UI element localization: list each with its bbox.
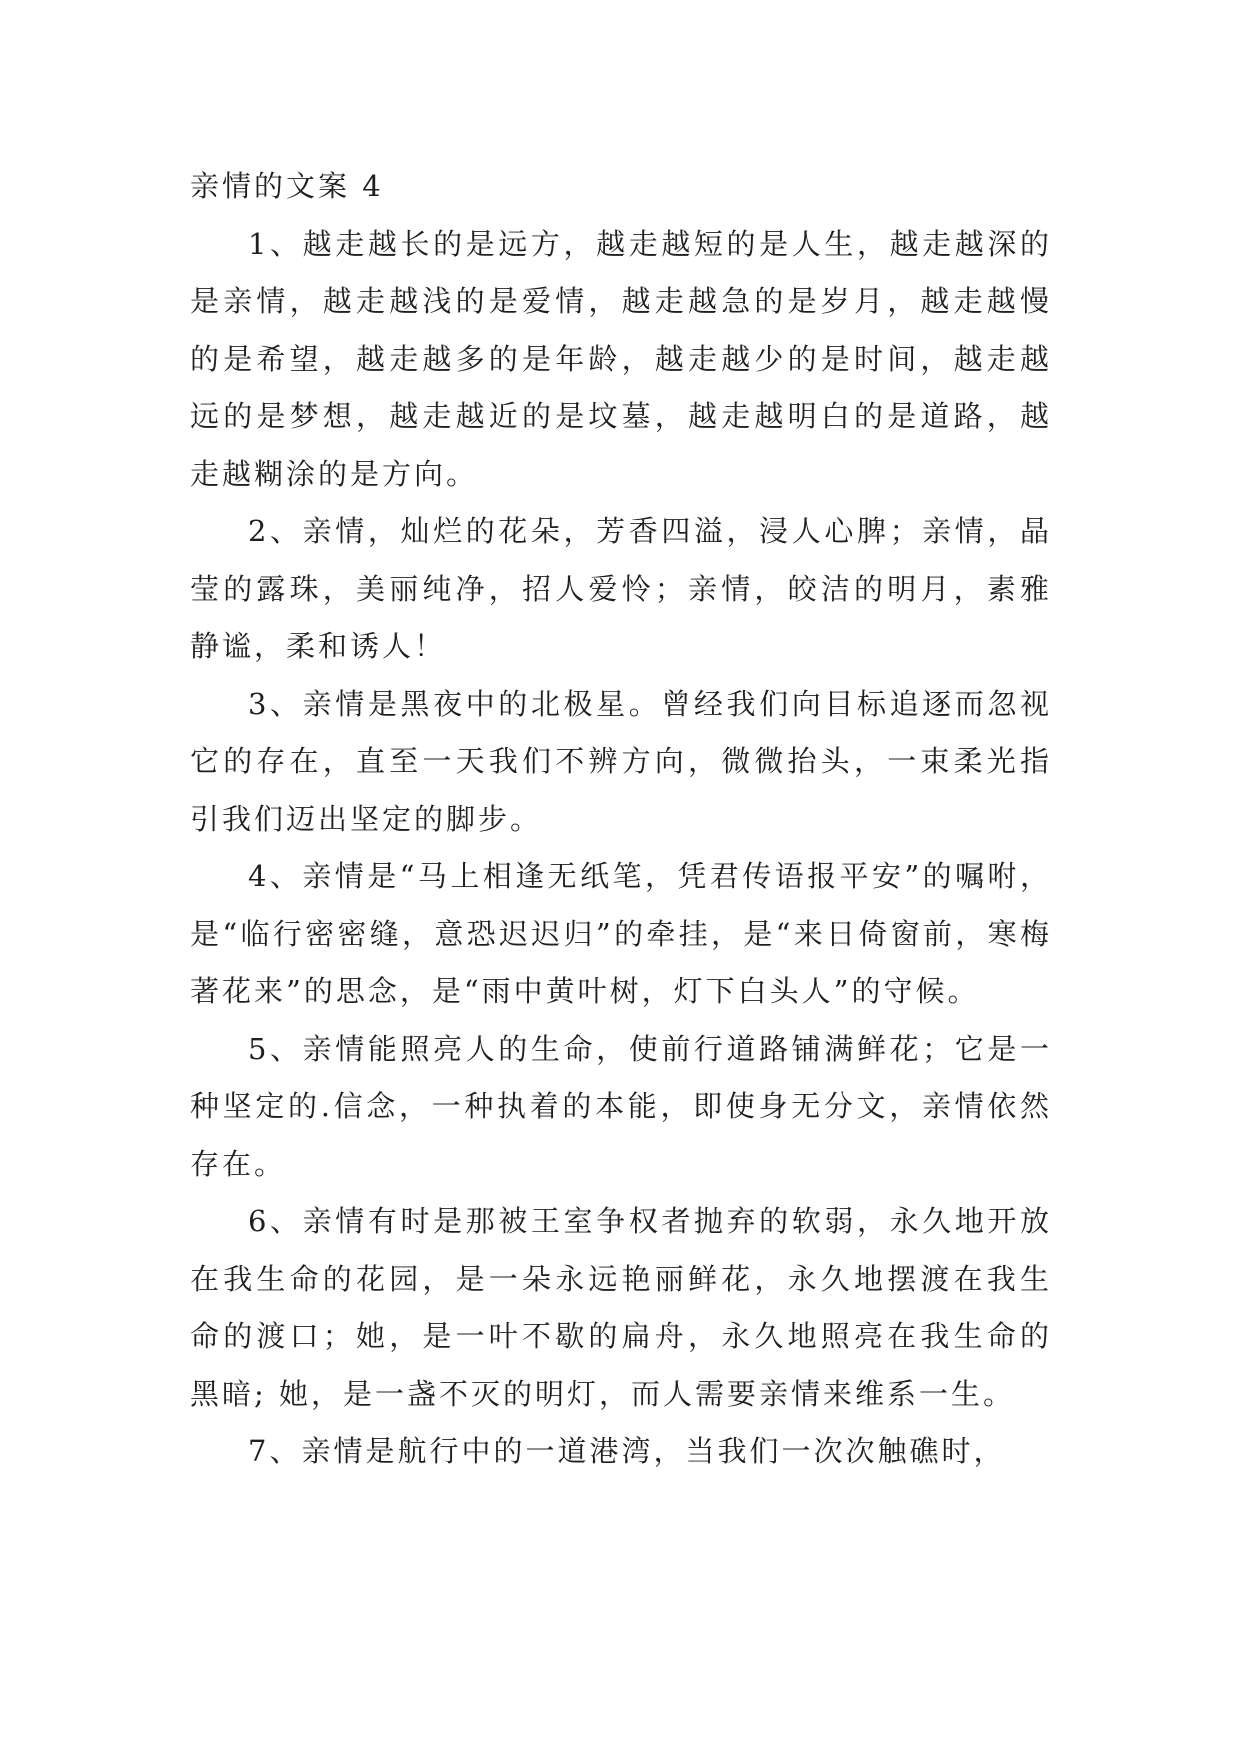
paragraph-3: 3、亲情是黑夜中的北极星。曾经我们向目标追逐而忽视它的存在，直至一天我们不辨方向，微微抬头，一束柔光指引我们迈出坚定的脚步。	[190, 686, 1052, 836]
paragraph-7: 7、亲情是航行中的一道港湾，当我们一次次触礁时，	[248, 1434, 1006, 1468]
paragraph-4: 4、亲情是“马上相逢无纸笔，凭君传语报平安”的嘱咐，是“临行密密缝，意恐迟迟归”的牵挂，是“来日倚窗前，寒梅著花来”的思念，是“雨中黄叶树，灯下白头人”的守候。	[190, 859, 1052, 1008]
paragraph-6: 6、亲情有时是那被王室争权者抛弃的软弱，永久地开放在我生命的花园，是一朵永远艳丽鲜花，永久地摆渡在我生命的渡口；她，是一叶不歇的扁舟，永久地照亮在我生命的黑暗; 她，是一盏不灭的明灯，而人需要亲情来维系一生。	[190, 1204, 1052, 1411]
document-title: 亲情的文案 4	[190, 169, 384, 203]
paragraph-5: 5、亲情能照亮人的生命，使前行道路铺满鲜花；它是一种坚定的.信念，一种执着的本能，即使身无分文，亲情依然存在。	[190, 1031, 1052, 1181]
paragraph-2: 2、亲情，灿烂的花朵，芳香四溢，浸人心脾；亲情，晶莹的露珠，美丽纯净，招人爱怜；亲情，皎洁的明月，素雅静谧，柔和诱人！	[190, 514, 1052, 663]
document-body	[190, 158, 1052, 1481]
paragraph-1: 1、越走越长的是远方，越走越短的是人生，越走越深的是亲情，越走越浅的是爱情，越走越急的是岁月，越走越慢的是希望，越走越多的是年龄，越走越少的是时间，越走越远的是梦想，越走越近的是坟墓，越走越明白的是道路，越走越糊涂的是方向。	[190, 226, 1052, 491]
